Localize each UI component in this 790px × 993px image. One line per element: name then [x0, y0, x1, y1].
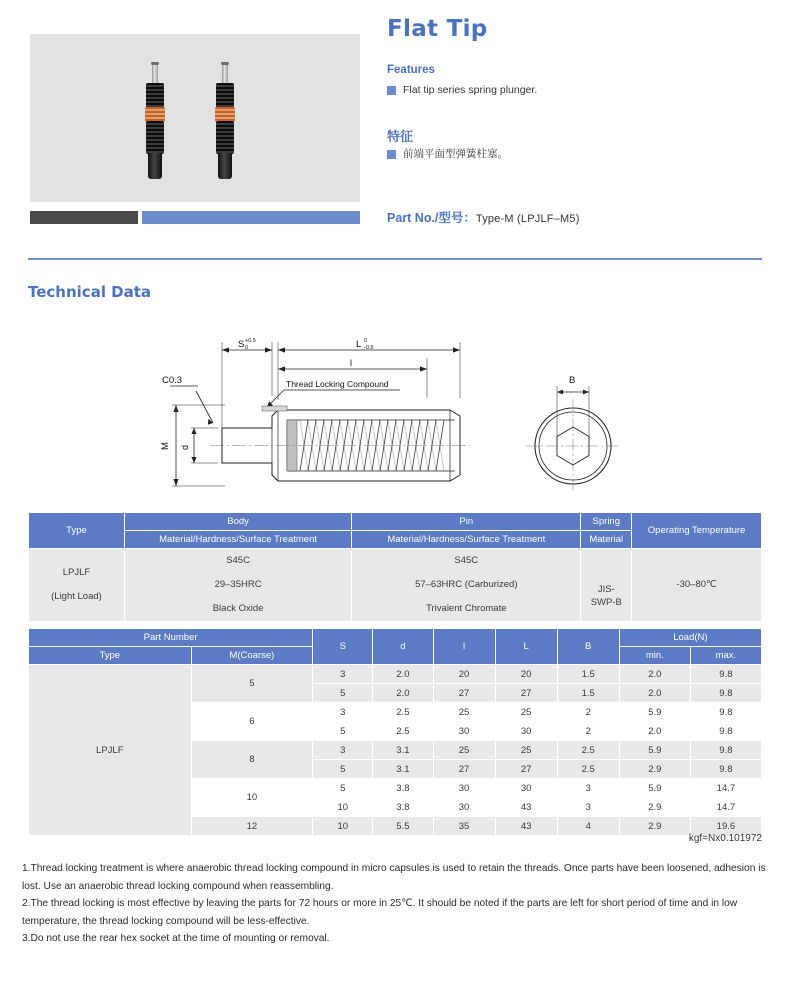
- pn-cell-B: 4: [557, 817, 619, 836]
- spec-cell-type: [29, 549, 125, 622]
- dim-label-L-tol-lower: -0.5: [364, 345, 374, 351]
- pn-header-part-number: Part Number: [29, 629, 313, 647]
- part-number-line: [387, 208, 580, 226]
- pn-cell-B: 1.5: [557, 684, 619, 703]
- pn-header-L: L: [495, 629, 557, 665]
- plunger-pin-cap: [221, 62, 229, 65]
- dim-label-M: M: [160, 442, 171, 450]
- pn-subheader-load-max: max.: [690, 647, 761, 665]
- pn-cell-S: 5: [313, 760, 373, 779]
- pn-cell-d: 3.1: [373, 760, 433, 779]
- specification-table: [28, 512, 762, 622]
- spec-body-line3: Black Oxide: [212, 603, 264, 614]
- product-plunger-2: [213, 62, 237, 172]
- pn-cell-l: 35: [433, 817, 495, 836]
- spec-type-line2: (Light Load): [51, 591, 102, 602]
- pn-cell-d: 3.8: [373, 798, 433, 817]
- pn-header-load: Load(N): [619, 629, 761, 647]
- table-row: [29, 549, 762, 622]
- spec-spring-line2: SWP-B: [590, 597, 622, 608]
- pn-cell-m-coarse: 10: [191, 779, 313, 817]
- pn-cell-min: 2.9: [619, 817, 690, 836]
- spec-body-line1: S45C: [226, 555, 250, 566]
- pn-cell-L: 27: [495, 760, 557, 779]
- spec-header-body: Body: [124, 513, 351, 531]
- pn-cell-min: 2.0: [619, 684, 690, 703]
- dim-label-d: d: [180, 444, 190, 450]
- plunger-thread-lower: [216, 121, 234, 154]
- pn-cell-m-coarse: 6: [191, 703, 313, 741]
- part-number-value: Type-M (LPJLF–M5): [475, 213, 580, 225]
- feature-bullet-text: Flat tip series spring plunger.: [403, 84, 538, 96]
- pn-cell-L: 27: [495, 684, 557, 703]
- pn-cell-m-coarse: 8: [191, 741, 313, 779]
- pn-cell-B: 2: [557, 703, 619, 722]
- pn-cell-S: 3: [313, 703, 373, 722]
- pn-cell-max: 14.7: [690, 798, 761, 817]
- footnote-3: 3.Do not use the rear hex socket at the time of mounting or removal.: [22, 933, 330, 944]
- pn-cell-d: 2.0: [373, 665, 433, 684]
- pn-cell-l: 27: [433, 684, 495, 703]
- table-row: [29, 665, 762, 684]
- pn-cell-B: 3: [557, 798, 619, 817]
- pn-cell-d: 3.8: [373, 779, 433, 798]
- pn-cell-S: 10: [313, 817, 373, 836]
- dim-label-l: l: [350, 358, 352, 368]
- page-title: Flat Tip: [387, 16, 488, 42]
- pn-header-B: B: [557, 629, 619, 665]
- dim-label-S-tol-upper: +0.5: [245, 338, 256, 344]
- bullet-square-icon: [387, 150, 396, 159]
- plunger-thread-upper: [146, 83, 164, 108]
- table-header-row: [29, 629, 762, 647]
- spec-header-spring: Spring: [581, 513, 632, 531]
- spec-spring-line1: JIS-: [597, 584, 615, 595]
- pn-cell-d: 5.5: [373, 817, 433, 836]
- pn-cell-S: 5: [313, 684, 373, 703]
- note-thread-locking-compound: Thread Locking Compound: [286, 379, 389, 389]
- footnote-2: 2.The thread locking is most effective by leaving the parts for 72 hours or more in 25℃. It should be noted if the parts are left for short period of time and in low temperature, the thread locking compound will be less-effective.: [22, 898, 738, 927]
- plunger-thread-lower: [146, 121, 164, 154]
- part-number-table-body: [29, 665, 762, 836]
- dim-label-S: S: [238, 339, 245, 350]
- pn-cell-l: 20: [433, 665, 495, 684]
- plunger-pin: [222, 62, 228, 84]
- characteristics-heading: 特征: [387, 129, 414, 144]
- pn-cell-L: 30: [495, 779, 557, 798]
- spec-cell-pin: [352, 549, 581, 622]
- spec-header-pin: Pin: [352, 513, 581, 531]
- pn-header-d: d: [373, 629, 433, 665]
- pn-cell-S: 5: [313, 779, 373, 798]
- footnotes: [22, 860, 772, 948]
- pn-cell-S: 3: [313, 665, 373, 684]
- pn-cell-max: 14.7: [690, 779, 761, 798]
- pn-cell-B: 2.5: [557, 760, 619, 779]
- spec-body-line2: 29–35HRC: [214, 579, 262, 590]
- pn-cell-min: 2.0: [619, 665, 690, 684]
- part-number-table: [28, 628, 762, 836]
- pn-cell-m-coarse: 12: [191, 817, 313, 836]
- pn-cell-m-coarse: 5: [191, 665, 313, 703]
- spec-subheader-body-mhs: Material/Hardness/Surface Treatment: [124, 531, 351, 549]
- pn-cell-max: 9.8: [690, 741, 761, 760]
- part-number-label: Part No./型号：: [387, 211, 476, 225]
- plunger-tip: [218, 153, 232, 179]
- pn-header-S: S: [313, 629, 373, 665]
- pn-cell-l: 25: [433, 741, 495, 760]
- pn-cell-L: 20: [495, 665, 557, 684]
- pn-cell-type: LPJLF: [29, 665, 192, 836]
- pn-cell-max: 19.6: [690, 817, 761, 836]
- dim-label-S-tol-lower: 0: [245, 345, 249, 351]
- pn-cell-l: 27: [433, 760, 495, 779]
- plunger-pin-cap: [151, 62, 159, 65]
- pn-cell-l: 30: [433, 722, 495, 741]
- pn-cell-l: 30: [433, 779, 495, 798]
- pn-cell-min: 2.9: [619, 760, 690, 779]
- plunger-tip: [148, 153, 162, 179]
- features-heading: Features: [387, 64, 435, 76]
- pn-cell-L: 30: [495, 722, 557, 741]
- pn-cell-B: 3: [557, 779, 619, 798]
- pn-subheader-m-coarse: M(Coarse): [191, 647, 313, 665]
- spec-pin-line1: S45C: [454, 555, 479, 566]
- pn-cell-l: 25: [433, 703, 495, 722]
- pn-cell-max: 9.8: [690, 665, 761, 684]
- product-plunger-1: [143, 62, 167, 172]
- feature-bullet-row: [387, 84, 537, 97]
- pn-cell-l: 30: [433, 798, 495, 817]
- plunger-pin: [152, 62, 158, 84]
- spec-pin-line3: Trivalent Chromate: [426, 603, 507, 614]
- spec-cell-body: [124, 549, 351, 622]
- spec-subheader-pin-mhs: Material/Hardness/Surface Treatment: [352, 531, 581, 549]
- pn-cell-S: 3: [313, 741, 373, 760]
- technical-drawing: [150, 328, 650, 493]
- characteristics-bullet-text: 前端平面型弹簧柱塞。: [403, 148, 508, 160]
- plunger-locking-band: [215, 107, 235, 122]
- plunger-thread-upper: [216, 83, 234, 108]
- spec-header-operating-temperature: Operating Temperature: [632, 513, 762, 549]
- underbar-dark-segment: [30, 211, 138, 224]
- dim-label-B: B: [569, 375, 576, 386]
- characteristics-bullet-row: [387, 148, 508, 161]
- pn-cell-max: 9.8: [690, 684, 761, 703]
- technical-data-heading: Technical Data: [28, 283, 152, 301]
- spec-pin-line2: 57–63HRC (Carburized): [415, 579, 518, 590]
- pn-cell-max: 9.8: [690, 760, 761, 779]
- pn-cell-B: 2: [557, 722, 619, 741]
- pn-cell-max: 9.8: [690, 703, 761, 722]
- spec-cell-spring: [581, 549, 632, 622]
- bullet-square-icon: [387, 86, 396, 95]
- pn-cell-d: 2.5: [373, 703, 433, 722]
- table-header-row: [29, 513, 762, 531]
- pn-subheader-load-min: min.: [619, 647, 690, 665]
- plunger-locking-band: [145, 107, 165, 122]
- pn-cell-min: 5.9: [619, 741, 690, 760]
- spec-type-line1: LPJLF: [62, 567, 91, 578]
- pn-cell-min: 5.9: [619, 779, 690, 798]
- photo-underbar: [30, 211, 360, 224]
- pn-cell-d: 2.0: [373, 684, 433, 703]
- section-divider: [28, 258, 762, 260]
- pn-cell-S: 10: [313, 798, 373, 817]
- footnote-1: 1.Thread locking treatment is where anaerobic thread locking compound in micro capsules is used to retain the threads. Once parts have been loosened, adhesion is lost. Use an anaerobic thread locking compound when reassembling.: [22, 863, 766, 892]
- spec-cell-operating-temperature: -30–80℃: [632, 549, 762, 622]
- dim-label-L-tol-upper: 0: [364, 338, 368, 344]
- pn-cell-B: 1.5: [557, 665, 619, 684]
- pn-cell-L: 25: [495, 741, 557, 760]
- pn-cell-min: 2.0: [619, 722, 690, 741]
- pn-cell-min: 5.9: [619, 703, 690, 722]
- pn-cell-L: 43: [495, 817, 557, 836]
- pn-cell-d: 3.1: [373, 741, 433, 760]
- pn-cell-L: 43: [495, 798, 557, 817]
- dim-label-L: L: [356, 339, 362, 350]
- pn-subheader-type: Type: [29, 647, 192, 665]
- spec-subheader-spring-material: Material: [581, 531, 632, 549]
- pn-cell-max: 9.8: [690, 722, 761, 741]
- drawing-svg: [150, 328, 650, 493]
- pn-cell-L: 25: [495, 703, 557, 722]
- pn-cell-S: 5: [313, 722, 373, 741]
- kgf-conversion-note: kgf=Nx0.101972: [688, 833, 762, 844]
- product-photo: [30, 34, 360, 202]
- pn-header-l: l: [433, 629, 495, 665]
- underbar-blue-segment: [142, 211, 360, 224]
- spec-header-type: Type: [29, 513, 125, 549]
- pn-cell-B: 2.5: [557, 741, 619, 760]
- dim-label-C03: C0.3: [162, 375, 183, 386]
- pn-cell-min: 2.9: [619, 798, 690, 817]
- pn-cell-d: 2.5: [373, 722, 433, 741]
